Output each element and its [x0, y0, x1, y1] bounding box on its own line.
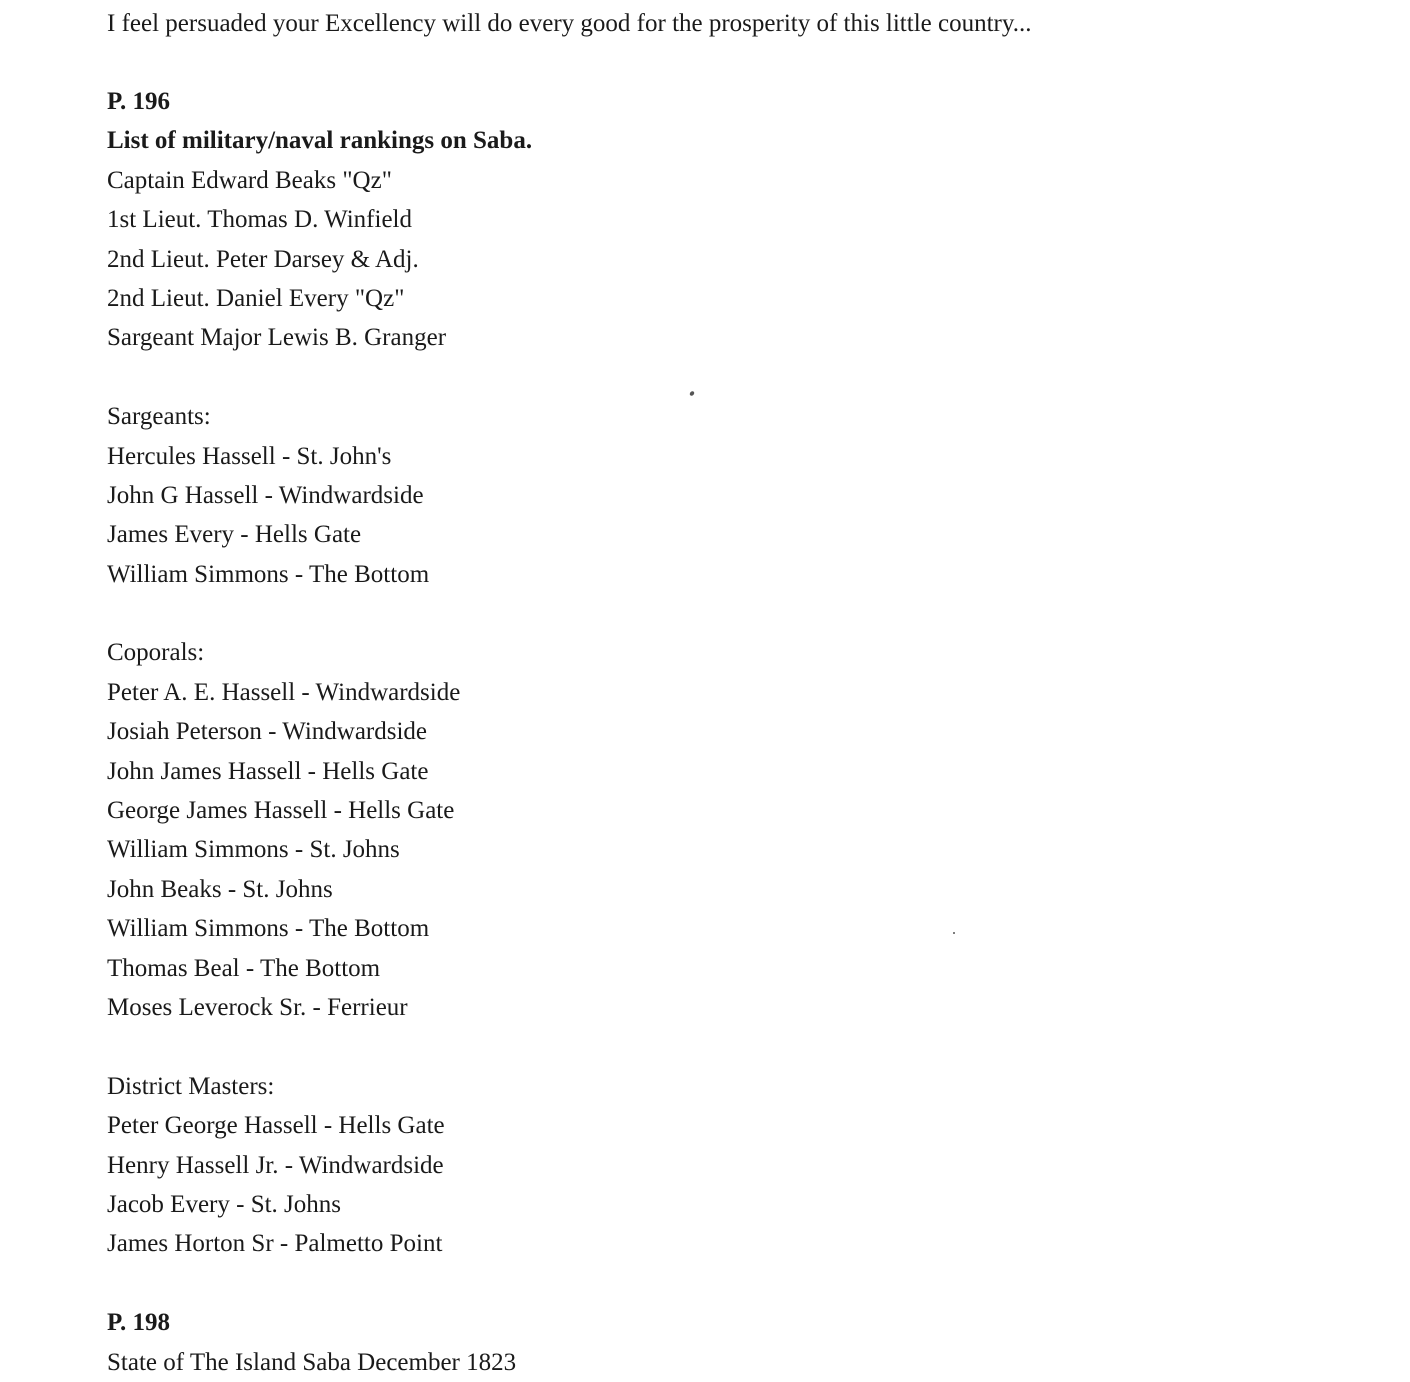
coporal-entry: Josiah Peterson - Windwardside: [107, 718, 428, 746]
page-reference-196: P. 196: [107, 88, 170, 115]
officer-entry: Captain Edward Beaks "Qz": [107, 166, 392, 194]
coporal-entry: William Simmons - The Bottom: [107, 915, 430, 943]
spacer: [107, 1027, 1307, 1066]
officer-entry: 1st Lieut. Thomas D. Winfield: [107, 206, 412, 234]
sargeant-entry: Hercules Hassell - St. John's: [107, 442, 392, 470]
sargeant-entry: James Every - Hells Gate: [107, 521, 362, 549]
document-body: [107, 82, 1307, 1382]
coporal-entry: George James Hassell - Hells Gate: [107, 797, 455, 825]
district-master-entry: James Horton Sr - Palmetto Point: [107, 1230, 443, 1258]
district-master-entry: Jacob Every - St. Johns: [107, 1190, 341, 1218]
spacer: [107, 1264, 1307, 1303]
officer-entry: 2nd Lieut. Daniel Every "Qz": [107, 284, 405, 312]
officer-entry: Sargeant Major Lewis B. Granger: [107, 324, 447, 352]
sargeant-entry: John G Hassell - Windwardside: [107, 481, 424, 509]
sargeants-label: Sargeants:: [107, 403, 211, 431]
coporal-entry: Moses Leverock Sr. - Ferrieur: [107, 993, 408, 1021]
coporal-entry: Thomas Beal - The Bottom: [107, 954, 381, 982]
officer-entry: 2nd Lieut. Peter Darsey & Adj.: [107, 245, 419, 273]
spacer: [107, 358, 1307, 397]
district-masters-label: District Masters:: [107, 1072, 275, 1100]
coporal-entry: William Simmons - St. Johns: [107, 836, 400, 864]
coporals-label: Coporals:: [107, 639, 205, 667]
section-heading-state: State of The Island Saba December 1823: [107, 1348, 517, 1376]
spacer: [107, 594, 1307, 633]
district-master-entry: Peter George Hassell - Hells Gate: [107, 1112, 445, 1140]
intro-paragraph: I feel persuaded your Excellency will do every good for the prosperity of this little country...: [107, 10, 1032, 37]
page-reference-198: P. 198: [107, 1309, 170, 1337]
district-master-entry: Henry Hassell Jr. - Windwardside: [107, 1151, 444, 1179]
coporal-entry: Peter A. E. Hassell - Windwardside: [107, 678, 461, 706]
coporal-entry: John Beaks - St. Johns: [107, 875, 333, 903]
sargeant-entry: William Simmons - The Bottom: [107, 560, 430, 588]
scan-speck: [953, 932, 955, 934]
section-heading-rankings: List of military/naval rankings on Saba.: [107, 127, 533, 155]
coporal-entry: John James Hassell - Hells Gate: [107, 757, 429, 785]
